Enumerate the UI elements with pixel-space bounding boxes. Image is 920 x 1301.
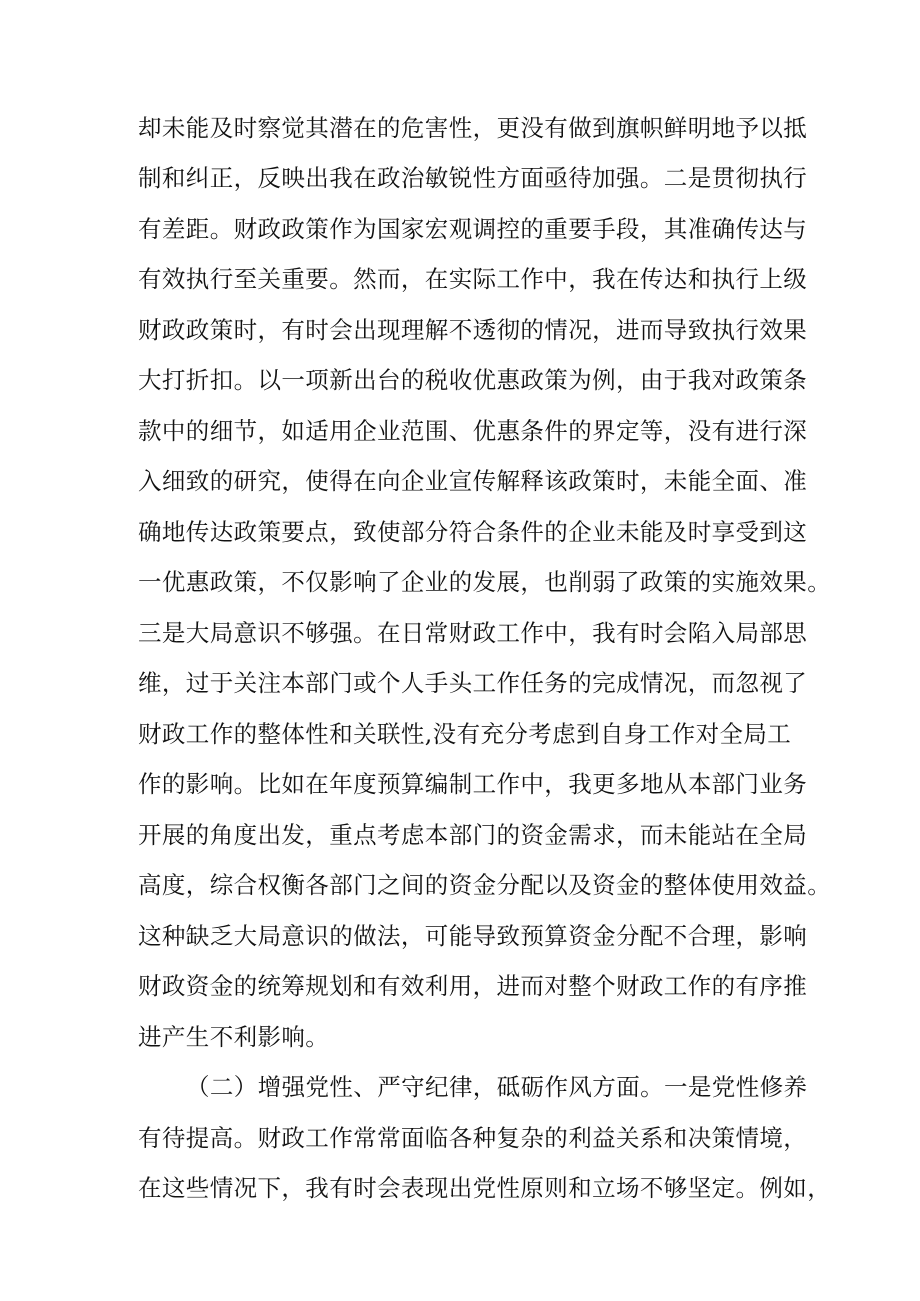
text-line: 财政工作的整体性和关联性,没有充分考虑到自身工作对全局工 [138, 720, 792, 748]
text-line: 确地传达政策要点，致使部分符合条件的企业未能及时享受到这 [138, 518, 808, 546]
text-line: 有待提高。财政工作常常面临各种复杂的利益关系和决策情境， [138, 1124, 808, 1152]
section-heading-line: （二）增强党性、严守纪律，砥砺作风方面。一是党性修养 [186, 1073, 808, 1101]
text-line: 进产生不利影响。 [138, 1023, 330, 1051]
text-line: 入细致的研究，使得在向企业宣传解释该政策时，未能全面、准 [138, 467, 808, 495]
text-line: 一优惠政策，不仅影响了企业的发展，也削弱了政策的实施效果。 [138, 568, 832, 596]
text-line: 维，过于关注本部门或个人手头工作任务的完成情况，而忽视了 [138, 669, 808, 697]
text-line: 大打折扣。以一项新出台的税收优惠政策为例，由于我对政策条 [138, 366, 808, 394]
text-line: 财政政策时，有时会出现理解不透彻的情况，进而导致执行效果 [138, 316, 808, 344]
text-line: 三是大局意识不够强。在日常财政工作中，我有时会陷入局部思 [138, 619, 808, 647]
text-line: 有效执行至关重要。然而，在实际工作中，我在传达和执行上级 [138, 265, 808, 293]
text-line: 这种缺乏大局意识的做法，可能导致预算资金分配不合理，影响 [138, 922, 808, 950]
text-line: 却未能及时察觉其潜在的危害性，更没有做到旗帜鲜明地予以抵 [138, 114, 808, 142]
text-line: 高度，综合权衡各部门之间的资金分配以及资金的整体使用效益。 [138, 871, 832, 899]
text-line: 款中的细节，如适用企业范围、优惠条件的界定等，没有进行深 [138, 417, 808, 445]
text-line: 作的影响。比如在年度预算编制工作中，我更多地从本部门业务 [138, 770, 808, 798]
text-line: 财政资金的统筹规划和有效利用，进而对整个财政工作的有序推 [138, 972, 808, 1000]
text-line: 开展的角度出发，重点考虑本部门的资金需求，而未能站在全局 [138, 821, 808, 849]
text-line: 制和纠正，反映出我在政治敏锐性方面亟待加强。二是贯彻执行 [138, 164, 808, 192]
text-line: 在这些情况下，我有时会表现出党性原则和立场不够坚定。例如， [138, 1174, 832, 1202]
text-line: 有差距。财政政策作为国家宏观调控的重要手段，其准确传达与 [138, 215, 808, 243]
